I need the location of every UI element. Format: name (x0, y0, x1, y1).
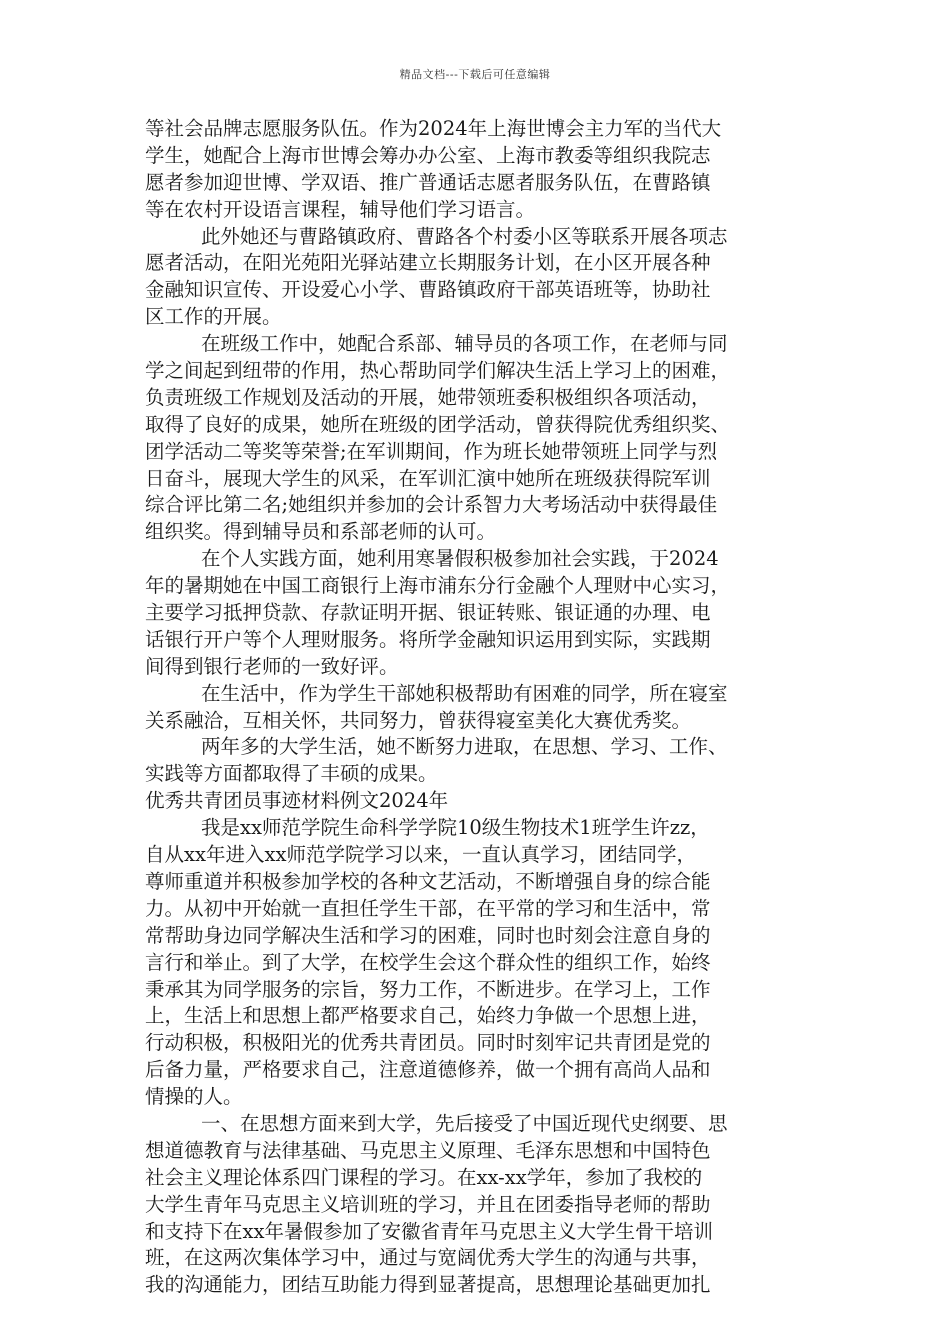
text-line: 社会主义理论体系四门课程的学习。在xx-xx学年，参加了我校的 (145, 1165, 703, 1189)
text-line: 年的暑期她在中国工商银行上海市浦东分行金融个人理财中心实习， (145, 574, 731, 598)
text-line: 日奋斗，展现大学生的风采，在军训汇演中她所在班级获得院军训 (145, 466, 711, 490)
text-line: 想道德教育与法律基础、马克思主义原理、毛泽东思想和中国特色 (145, 1138, 711, 1162)
text-line: 大学生青年马克思主义培训班的学习，并且在团委指导老师的帮助 (145, 1192, 711, 1216)
text-line: 组织奖。得到辅导员和系部老师的认可。 (145, 520, 497, 544)
page-header: 精品文档---下载后可任意编辑 (399, 68, 551, 81)
text-line: 两年多的大学生活，她不断努力进取，在思想、学习、工作、 (201, 735, 728, 759)
text-line: 金融知识宣传、开设爱心小学、曹路镇政府干部英语班等，协助社 (145, 278, 711, 302)
text-line: 此外她还与曹路镇政府、曹路各个村委小区等联系开展各项志 (201, 224, 728, 248)
text-line: 班，在这两次集体学习中，通过与宽阔优秀大学生的沟通与共事， (145, 1246, 711, 1270)
text-line: 尊师重道并积极参加学校的各种文艺活动，不断增强自身的综合能 (145, 869, 711, 893)
text-line: 在生活中，作为学生干部她积极帮助有困难的同学，所在寝室 (201, 681, 728, 705)
text-line: 等在农村开设语言课程，辅导他们学习语言。 (145, 197, 536, 221)
text-line: 力。从初中开始就一直担任学生干部，在平常的学习和生活中，常 (145, 896, 711, 920)
text-line: 负责班级工作规划及活动的开展，她带领班委积极组织各项活动， (145, 385, 711, 409)
text-line: 区工作的开展。 (145, 305, 282, 329)
text-line: 秉承其为同学服务的宗旨，努力工作，不断进步。在学习上，工作 (145, 977, 711, 1001)
text-line: 言行和举止。到了大学，在校学生会这个群众性的组织工作，始终 (145, 950, 711, 974)
text-line: 话银行开户等个人理财服务。将所学金融知识运用到实际，实践期 (145, 627, 711, 651)
text-line: 关系融洽，互相关怀，共同努力，曾获得寝室美化大赛优秀奖。 (145, 708, 692, 732)
text-line: 自从xx年进入xx师范学院学习以来，一直认真学习，团结同学， (145, 843, 696, 867)
text-line: 愿者参加迎世博、学双语、推广普通话志愿者服务队伍，在曹路镇 (145, 170, 711, 194)
text-line: 我的沟通能力，团结互助能力得到显著提高，思想理论基础更加扎 (145, 1273, 711, 1297)
text-line: 在个人实践方面，她利用寒暑假积极参加社会实践，于2024 (201, 547, 719, 571)
text-line: 行动积极，积极阳光的优秀共青团员。同时时刻牢记共青团是党的 (145, 1031, 711, 1055)
text-line: 优秀共青团员事迹材料例文2024年 (145, 789, 449, 813)
text-line: 间得到银行老师的一致好评。 (145, 654, 399, 678)
text-line: 我是xx师范学院生命科学学院10级生物技术1班学生许zz， (201, 816, 710, 840)
text-line: 情操的人。 (145, 1085, 243, 1109)
text-line: 一、在思想方面来到大学，先后接受了中国近现代史纲要、思 (201, 1111, 728, 1135)
text-line: 主要学习抵押贷款、存款证明开据、银证转账、银证通的办理、电 (145, 601, 711, 625)
text-line: 愿者活动，在阳光苑阳光驿站建立长期服务计划，在小区开展各种 (145, 251, 711, 275)
text-line: 实践等方面都取得了丰硕的成果。 (145, 762, 438, 786)
text-line: 上，生活上和思想上都严格要求自己，始终力争做一个思想上进， (145, 1004, 711, 1028)
document-body (145, 116, 817, 1299)
text-line: 后备力量，严格要求自己，注意道德修养，做一个拥有高尚人品和 (145, 1058, 711, 1082)
text-line: 在班级工作中，她配合系部、辅导员的各项工作，在老师与同 (201, 332, 728, 356)
text-line: 综合评比第二名;她组织并参加的会计系智力大考场活动中获得最佳 (145, 493, 718, 517)
text-line: 常帮助身边同学解决生活和学习的困难，同时也时刻会注意自身的 (145, 923, 711, 947)
text-line: 学之间起到纽带的作用，热心帮助同学们解决生活上学习上的困难， (145, 359, 731, 383)
text-line: 和支持下在xx年暑假参加了安徽省青年马克思主义大学生骨干培训 (145, 1219, 713, 1243)
text-line: 团学活动二等奖等荣誉;在军训期间，作为班长她带领班上同学与烈 (145, 439, 718, 463)
text-line: 等社会品牌志愿服务队伍。作为2024年上海世博会主力军的当代大 (145, 117, 722, 140)
text-line: 学生，她配合上海市世博会筹办办公室、上海市教委等组织我院志 (145, 143, 711, 167)
text-line: 取得了良好的成果，她所在班级的团学活动，曾获得院优秀组织奖、 (145, 412, 731, 436)
